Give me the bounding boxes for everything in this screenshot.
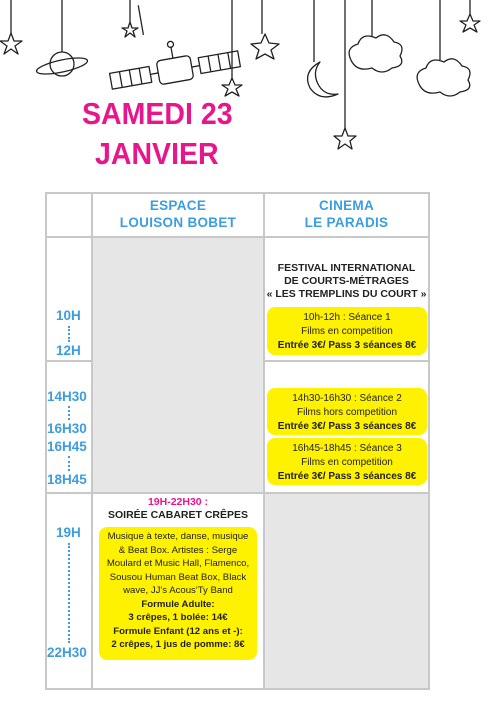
cloud-icon [349, 0, 402, 72]
cabaret-adult-price: 3 crêpes, 1 bolée: 14€ [128, 612, 228, 623]
column-header-cinema [265, 197, 428, 231]
cabaret-box [99, 527, 257, 660]
session-1-price: Entrée 3€/ Pass 3 séances 8€ [277, 340, 417, 351]
session-2-price: Entrée 3€/ Pass 3 séances 8€ [277, 421, 417, 432]
session-2-box [267, 388, 427, 435]
session-2-time: 14h30-16h30 : Séance 2 [292, 393, 402, 404]
cabaret-formula-adult: Formule Adulte: [141, 598, 215, 610]
empty-cell-cinema-evening [265, 494, 428, 688]
star-icon [122, 0, 138, 37]
cabaret-desc-line4: Sousou Human Beat Box, Black [109, 571, 247, 583]
festival-title-line3: « LES TREMPLINS DU COURT » [266, 288, 427, 300]
cabaret-desc-line2: & Beat Box. Artistes : Serge [118, 544, 238, 556]
date-title-line2: JANVIER [95, 136, 219, 171]
cabaret-desc-line3: Moulard et Music Hall, Flamenco, [106, 558, 250, 569]
star-icon [460, 0, 480, 32]
festival-title-line2: DE COURTS-MÉTRAGES [284, 275, 409, 287]
time-range-dots [68, 456, 70, 471]
column-header-espace-line1: ESPACE [149, 198, 207, 213]
time-16h45: 16H45 [47, 439, 87, 454]
cabaret-desc-line1: Musique à texte, danse, musique [107, 531, 249, 542]
time-range-dots [68, 543, 70, 643]
festival-title [265, 262, 428, 301]
star-icon [251, 0, 279, 59]
session-1-box [267, 307, 427, 355]
time-19h: 19H [56, 525, 81, 540]
moon-icon [308, 0, 338, 97]
date-title-line1: SAMEDI 23 [82, 96, 233, 131]
cabaret-title [93, 496, 263, 522]
satellite-icon [99, 0, 241, 93]
time-range-dots [68, 406, 70, 420]
column-header-espace-line2: LOUISON BOBET [119, 215, 237, 230]
column-header-cinema-line1: CINEMA [318, 198, 375, 213]
time-16h30: 16H30 [47, 421, 87, 436]
session-3-category: Films en competition [301, 457, 393, 468]
session-1-category: Films en competition [301, 326, 393, 337]
time-12h: 12H [56, 343, 81, 358]
cabaret-name: SOIRÉE CABARET CRÊPES [107, 509, 249, 521]
cabaret-formula-child: Formule Enfant (12 ans et -): [113, 625, 243, 637]
session-3-price: Entrée 3€/ Pass 3 séances 8€ [277, 471, 417, 482]
time-14h30: 14H30 [47, 389, 87, 404]
decorative-illustration [0, 0, 500, 170]
session-1-time: 10h-12h : Séance 1 [303, 312, 391, 323]
cloud-icon [417, 0, 470, 96]
session-3-box [267, 438, 427, 485]
cabaret-desc-line5: wave, JJ's Acous'Ty Band [123, 585, 233, 596]
cabaret-child-price: 2 crêpes, 1 jus de pomme: 8€ [111, 639, 245, 650]
time-10h: 10H [56, 308, 81, 323]
time-22h30: 22H30 [47, 645, 87, 660]
empty-cell-espace-day [93, 238, 263, 492]
planet-icon [35, 0, 88, 77]
time-range-dots [68, 326, 70, 342]
festival-title-line1: FESTIVAL INTERNATIONAL [277, 262, 416, 274]
session-2-category: Films hors competition [296, 407, 398, 418]
star-icon [334, 0, 356, 149]
star-icon [0, 0, 22, 54]
cabaret-time: 19H-22H30 : [147, 496, 209, 508]
star-icon [222, 0, 242, 96]
column-header-cinema-line2: LE PARADIS [304, 215, 389, 230]
time-18h45: 18H45 [47, 472, 87, 487]
column-header-espace [93, 197, 263, 231]
session-3-time: 16h45-18h45 : Séance 3 [292, 443, 402, 454]
